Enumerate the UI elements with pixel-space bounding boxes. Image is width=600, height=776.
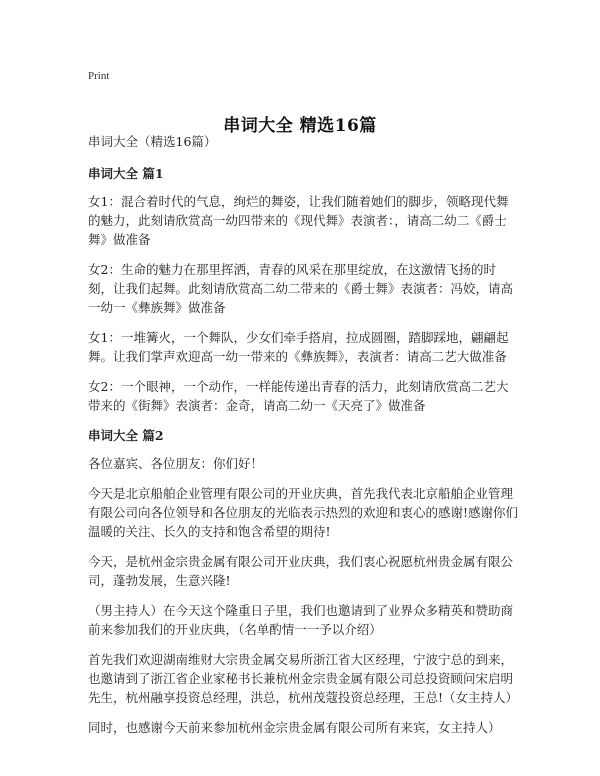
document-subtitle: 串词大全（精选16篇） — [88, 134, 217, 149]
paragraph: 今天，是杭州金宗贵金属有限公司开业庆典，我们衷心祝愿杭州贵金属有限公司，蓬勃发展，生意兴隆! — [88, 554, 514, 588]
print-label: Print — [88, 70, 110, 82]
paragraph: （男主持人）在今天这个隆重日子里，我们也邀请到了业界众多精英和赞助商前来参加我们的开业庆典，（名单酌情一一予以介绍） — [88, 603, 514, 637]
paragraph: 女2：一个眼神，一个动作，一样能传递出青春的活力，此刻请欣赏高二艺大带来的《街舞》表演者：金奇，请高二幼一《天亮了》做准备 — [88, 379, 509, 413]
document-body — [88, 132, 520, 748]
paragraph: 各位嘉宾、各位朋友：你们好！ — [88, 456, 264, 471]
paragraph: 女1：混合着时代的气息，绚烂的舞姿，让我们随着她们的脚步，领略现代舞的魅力，此刻请欣赏高一幼四带来的《现代舞》表演者：，请高二幼二《爵士舞》做准备 — [88, 194, 509, 247]
paragraph: 女2：生命的魅力在那里挥洒，青春的风采在那里绽放，在这激情飞扬的时刻，让我们起舞。此刻请欣赏高二幼二带来的《爵士舞》表演者：冯姣，请高一幼一《彝族舞》做准备 — [88, 262, 514, 315]
document-title: 串词大全 精选16篇 — [223, 116, 377, 137]
paragraph: 今天是北京船舶企业管理有限公司的开业庆典，首先我代表北京船舶企业管理有限公司向各位领导和各位朋友的光临表示热烈的欢迎和衷心的感谢!感谢你们温暖的关注、长久的支持和饱含希望的期待! — [88, 486, 519, 539]
paragraph: 同时，也感谢今天前来参加杭州金宗贵金属有限公司所有来宾，女主持人） — [88, 720, 501, 735]
section-heading-2: 串词大全 篇2 — [88, 428, 164, 443]
paragraph: 首先我们欢迎湖南维财大宗贵金属交易所浙江省大区经理，宁波宁总的到来，也邀请到了浙江省企业家秘书长兼杭州金宗贵金属有限公司总投资顾问宋启明先生，杭州融享投资总经理，洪总，杭州茂蔻投资总经理，王总!（女主持人） — [88, 652, 519, 705]
section-heading-1: 串词大全 篇1 — [88, 166, 164, 181]
paragraph: 女1：一堆篝火，一个舞队，少女们牵手搭肩，拉成圆圈，踏脚踩地，翩翩起舞。让我们掌声欢迎高一幼一带来的《彝族舞》，表演者：请高二艺大做准备 — [88, 330, 509, 364]
